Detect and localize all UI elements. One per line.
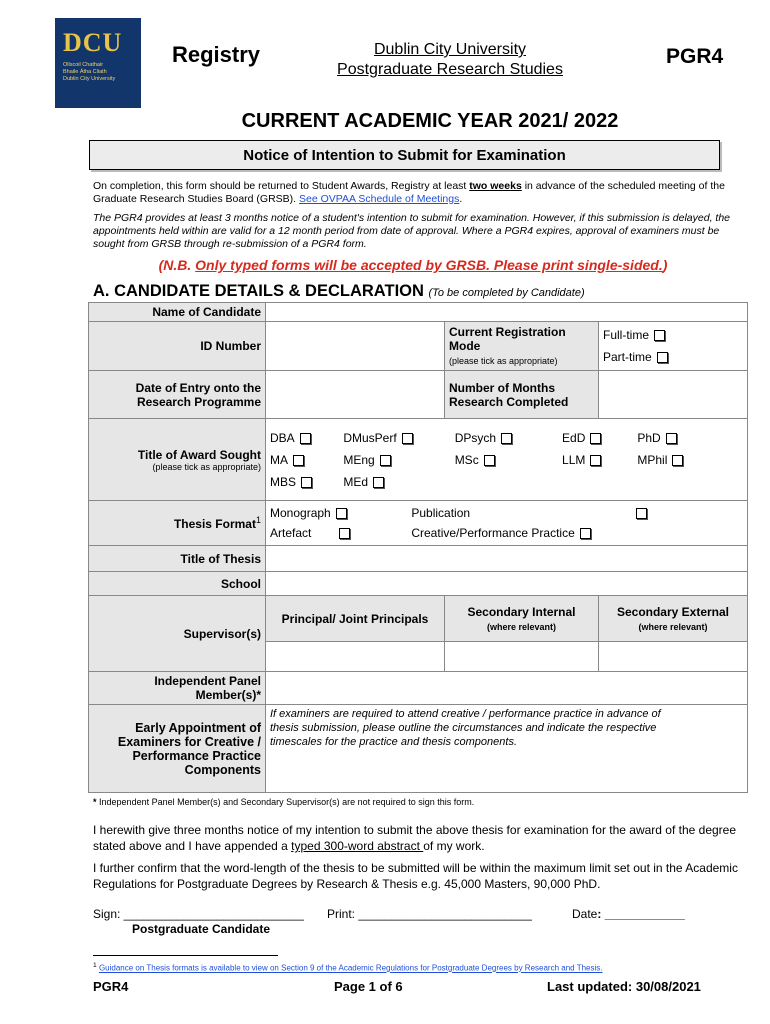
section-a-note: (To be completed by Candidate) (428, 287, 585, 299)
principal-field[interactable] (266, 642, 445, 672)
creative-checkbox[interactable] (580, 528, 591, 539)
monograph-checkbox[interactable] (336, 508, 347, 519)
name-label: Name of Candidate (89, 303, 266, 322)
id-label: ID Number (89, 322, 266, 371)
secondary-internal-note: (where relevant) (486, 621, 557, 632)
date-line: : ____________ (597, 907, 685, 921)
secondary-external-field[interactable] (599, 642, 748, 672)
months-label: Number of Months Research Completed (445, 371, 599, 419)
declaration-notice (93, 822, 743, 854)
award-llm: LLM (562, 452, 586, 467)
registry-title: Registry (172, 42, 261, 67)
nb-prefix: (N.B. (158, 257, 196, 273)
thesis-title-field[interactable] (266, 546, 748, 572)
name-field[interactable] (266, 303, 748, 322)
meng-checkbox[interactable] (380, 455, 391, 466)
declaration-text: I herewith give three months notice of my intention to submit the above thesis for examination for the award of the degree stated above and I have appended a (93, 823, 737, 853)
star-note-text: Independent Panel Member(s) and Secondary Supervisor(s) are not required to sign this form. (99, 797, 475, 807)
early-appointment-label: Early Appointment of Examiners for Creative / Performance Practice Components (89, 705, 266, 793)
date-label: Date (572, 907, 598, 921)
footnote (93, 962, 602, 973)
intro-emphasis: two weeks (469, 180, 522, 192)
candidate-role: Postgraduate Candidate (132, 922, 271, 936)
edd-checkbox[interactable] (590, 433, 601, 444)
panel-field[interactable] (266, 672, 748, 705)
id-field[interactable] (266, 322, 445, 371)
award-mphil: MPhil (637, 452, 668, 467)
award-med: MEd (343, 474, 369, 489)
dmusperf-checkbox[interactable] (402, 433, 413, 444)
thesis-format-options (266, 501, 748, 546)
reg-mode-options (599, 322, 748, 371)
footer-page-number: Page 1 of 6 (334, 979, 403, 994)
reg-mode-label: Current Registration Mode (449, 325, 566, 353)
form-code: PGR4 (666, 45, 724, 68)
award-phd: PhD (637, 430, 661, 445)
award-label-cell (89, 419, 266, 501)
principal-header: Principal/ Joint Principals (266, 596, 445, 642)
creative-label: Creative/Performance Practice (411, 526, 575, 540)
award-options (266, 419, 748, 501)
panel-label: Independent Panel Member(s)* (89, 672, 266, 705)
declaration-end: of my work. (423, 839, 485, 853)
artefact-checkbox[interactable] (339, 528, 350, 539)
date-field[interactable] (572, 907, 685, 921)
phd-checkbox[interactable] (666, 433, 677, 444)
mbs-checkbox[interactable] (301, 477, 312, 488)
dcu-logo (55, 18, 141, 108)
msc-checkbox[interactable] (484, 455, 495, 466)
school-label: School (89, 572, 266, 596)
intro-end: . (459, 193, 463, 205)
supervisors-label: Supervisor(s) (89, 596, 266, 672)
footer-last-updated: Last updated: 30/08/2021 (547, 979, 701, 994)
award-mbs: MBS (270, 474, 297, 489)
thesis-format-label-cell (89, 501, 266, 546)
nb-text: Only typed forms will be accepted by GRSB. Please print single-sided. (195, 257, 663, 273)
mphil-checkbox[interactable] (672, 455, 683, 466)
full-time-checkbox[interactable] (654, 330, 665, 341)
dpsych-checkbox[interactable] (501, 433, 512, 444)
section-a-title: A. CANDIDATE DETAILS & DECLARATION (93, 282, 424, 300)
typed-forms-notice (93, 257, 733, 273)
secondary-external-header (599, 596, 748, 642)
thesis-title-label: Title of Thesis (89, 546, 266, 572)
award-dba: DBA (270, 430, 295, 445)
intro-text-2: in advance of the scheduled meeting of the Graduate Research Studies Board (GRSB). (93, 180, 725, 205)
nb-suffix: ) (662, 257, 668, 273)
publication-checkbox[interactable] (636, 508, 647, 519)
award-dmusperf: DMusPerf (343, 430, 397, 445)
university-header (336, 40, 564, 80)
logo-mark: DCU (63, 28, 123, 57)
entry-label: Date of Entry onto the Research Programme (89, 371, 266, 419)
star-footnote: * Independent Panel Member(s) and Secondary Supervisor(s) are not required to sign this form. (93, 797, 475, 807)
entry-field[interactable] (266, 371, 445, 419)
secondary-internal-header (445, 596, 599, 642)
reg-mode-cell (445, 322, 599, 371)
award-ma: MA (270, 452, 288, 467)
months-field[interactable] (599, 371, 748, 419)
ma-checkbox[interactable] (293, 455, 304, 466)
intro-paragraph (93, 180, 738, 206)
thesis-format-label: Thesis Format (173, 517, 256, 531)
notice-title: Notice of Intention to Submit for Examination (89, 140, 720, 170)
publication-label: Publication (411, 506, 471, 520)
early-appointment-note: If examiners are required to attend creative / performance practice in advance of thesis submission, please outline the circumstances and indicate the respective timescales for the practice and thesis components. (270, 708, 661, 748)
sign-field[interactable]: Sign: ___________________________ (93, 907, 304, 921)
monograph-label: Monograph (270, 506, 331, 520)
med-checkbox[interactable] (373, 477, 384, 488)
full-time-label: Full-time (603, 328, 650, 342)
award-meng: MEng (343, 452, 375, 467)
part-time-checkbox[interactable] (657, 352, 668, 363)
university-name: Dublin City University (373, 41, 527, 58)
office-name: Postgraduate Research Studies (337, 61, 563, 78)
validity-paragraph: The PGR4 provides at least 3 months notice of a student's intention to submit for examination. However, if this submission is delayed, the appointments held within are valid for a 12 month period from date of approval. Where a PGR4 expires, approval of examiners must be sought from GRSB through re-submission of a PGR4 form. (93, 212, 730, 250)
school-field[interactable] (266, 572, 748, 596)
intro-text: On completion, this form should be returned to Student Awards, Registry at least (93, 180, 470, 192)
secondary-external-label: Secondary External (616, 604, 730, 619)
footnote-link[interactable]: Guidance on Thesis formats is available to view on Section 9 of the Academic Regulations for Postgraduate Degrees by Research and Thesis. (98, 963, 603, 973)
footnote-divider (93, 955, 278, 956)
academic-year-title: CURRENT ACADEMIC YEAR 2021/ 2022 (241, 110, 619, 132)
dba-checkbox[interactable] (300, 433, 311, 444)
llm-checkbox[interactable] (590, 455, 601, 466)
print-field[interactable]: Print: __________________________ (327, 907, 532, 921)
secondary-internal-label: Secondary Internal (467, 604, 576, 619)
part-time-label: Part-time (603, 350, 652, 364)
award-label: Title of Award Sought (137, 447, 261, 462)
award-tick: (please tick as appropriate) (152, 461, 261, 472)
award-edd: EdD (562, 430, 586, 445)
footnote-marker: 1 (255, 515, 261, 525)
award-dpsych: DPsych (454, 430, 497, 445)
award-msc: MSc (454, 452, 479, 467)
secondary-internal-field[interactable] (445, 642, 599, 672)
schedule-link[interactable]: See OVPAA Schedule of Meetings (299, 193, 460, 205)
logo-subtext: Ollscoil Chathair Bhaile Átha Cliath Dublin City University (63, 62, 116, 82)
artefact-label: Artefact (270, 526, 312, 540)
footer-form-code: PGR4 (93, 979, 129, 994)
early-appointment-field[interactable] (266, 705, 748, 793)
candidate-form-table (88, 302, 748, 793)
footnote-number: 1 (93, 962, 97, 969)
abstract-requirement: typed 300-word abstract (291, 839, 424, 853)
secondary-external-note: (where relevant) (638, 621, 708, 632)
reg-mode-tick: (please tick as appropriate) (449, 356, 558, 366)
section-a-heading (93, 282, 585, 301)
declaration-wordlength: I further confirm that the word-length of the thesis to be submitted will be within the maximum limit set out in the Academic Regulations for Postgraduate Degrees by Research & Thesis e.g. 45,000 Masters, 90,000 PhD. (93, 861, 738, 891)
